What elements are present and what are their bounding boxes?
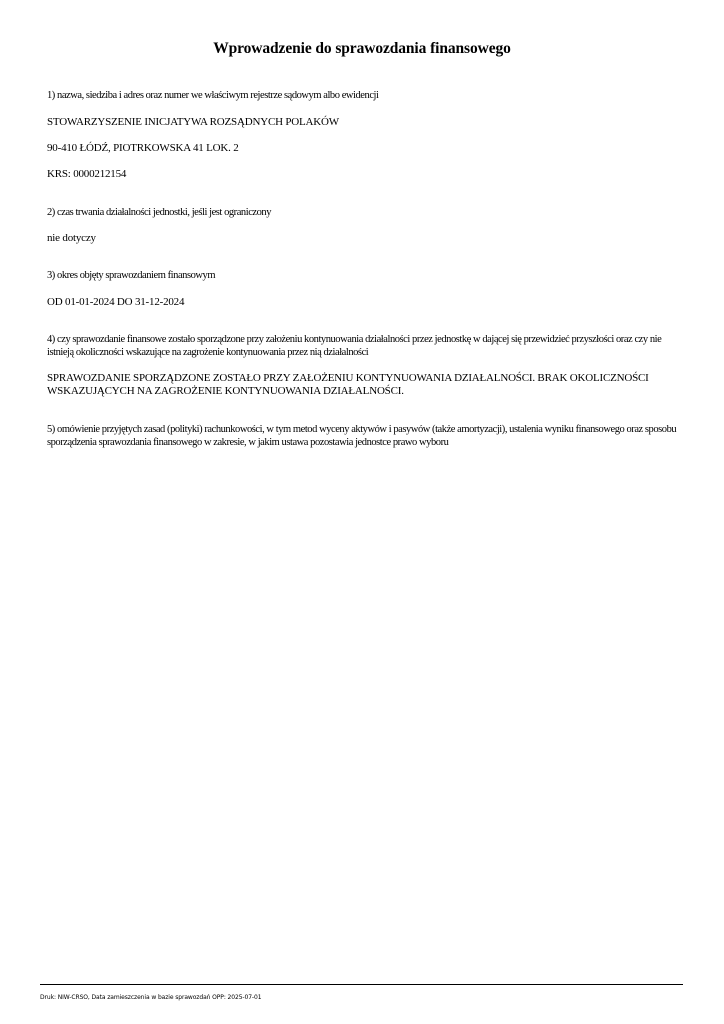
section-2 xyxy=(47,206,677,245)
section-5 xyxy=(47,423,677,449)
page-title: Wprowadzenie do sprawozdania finansowego xyxy=(213,40,511,57)
section-5-question: 5) omówienie przyjętych zasad (polityki) rachunkowości, w tym metod wyceny aktywów i pasywów (także amortyzacji), ustalenia wyniku finansowego oraz sposobu sporządzenia sprawozdania finansowego w zakresie, w jakim ustawa pozostawia jednostce prawo wyboru xyxy=(47,424,677,448)
section-1-question: 1) nazwa, siedziba i adres oraz numer we właściwym rejestrze sądowym albo ewidencji xyxy=(47,90,379,101)
section-4-answer: SPRAWOZDANIE SPORZĄDZONE ZOSTAŁO PRZY ZAŁOŻENIU KONTYNUOWANIA DZIAŁALNOŚCI. BRAK OKOLICZNOŚCI WSKAZUJĄCYCH NA ZAGROŻENIE KONTYNUOWANIA DZIAŁALNOŚCI. xyxy=(47,372,649,397)
section-2-answer: nie dotyczy xyxy=(47,232,96,244)
footer-divider xyxy=(40,984,683,985)
footer-print-info: Druk: NIW-CRSO, Data zamieszczenia w bazie sprawozdań OPP: 2025-07-01 xyxy=(40,994,262,1001)
report-content xyxy=(47,89,677,449)
section-1-answer-address: 90-410 ŁÓDŹ, PIOTRKOWSKA 41 LOK. 2 xyxy=(47,142,239,154)
section-2-question: 2) czas trwania działalności jednostki, jeśli jest ograniczony xyxy=(47,207,272,218)
section-1 xyxy=(47,89,677,181)
section-3 xyxy=(47,269,677,309)
section-1-answer-krs: KRS: 0000212154 xyxy=(47,168,127,180)
section-4 xyxy=(47,333,677,398)
section-3-answer: OD 01-01-2024 DO 31-12-2024 xyxy=(47,296,185,308)
section-1-answer-name: STOWARZYSZENIE INICJATYWA ROZSĄDNYCH POLAKÓW xyxy=(47,116,339,128)
section-4-question: 4) czy sprawozdanie finansowe zostało sporządzone przy założeniu kontynuowania działalności przez jednostkę w dającej się przewidzieć przyszłości oraz czy nie istnieją okoliczności wskazujące na zagrożenie kontynuowania przez nią działalności xyxy=(47,334,662,358)
section-3-question: 3) okres objęty sprawozdaniem finansowym xyxy=(47,270,216,281)
